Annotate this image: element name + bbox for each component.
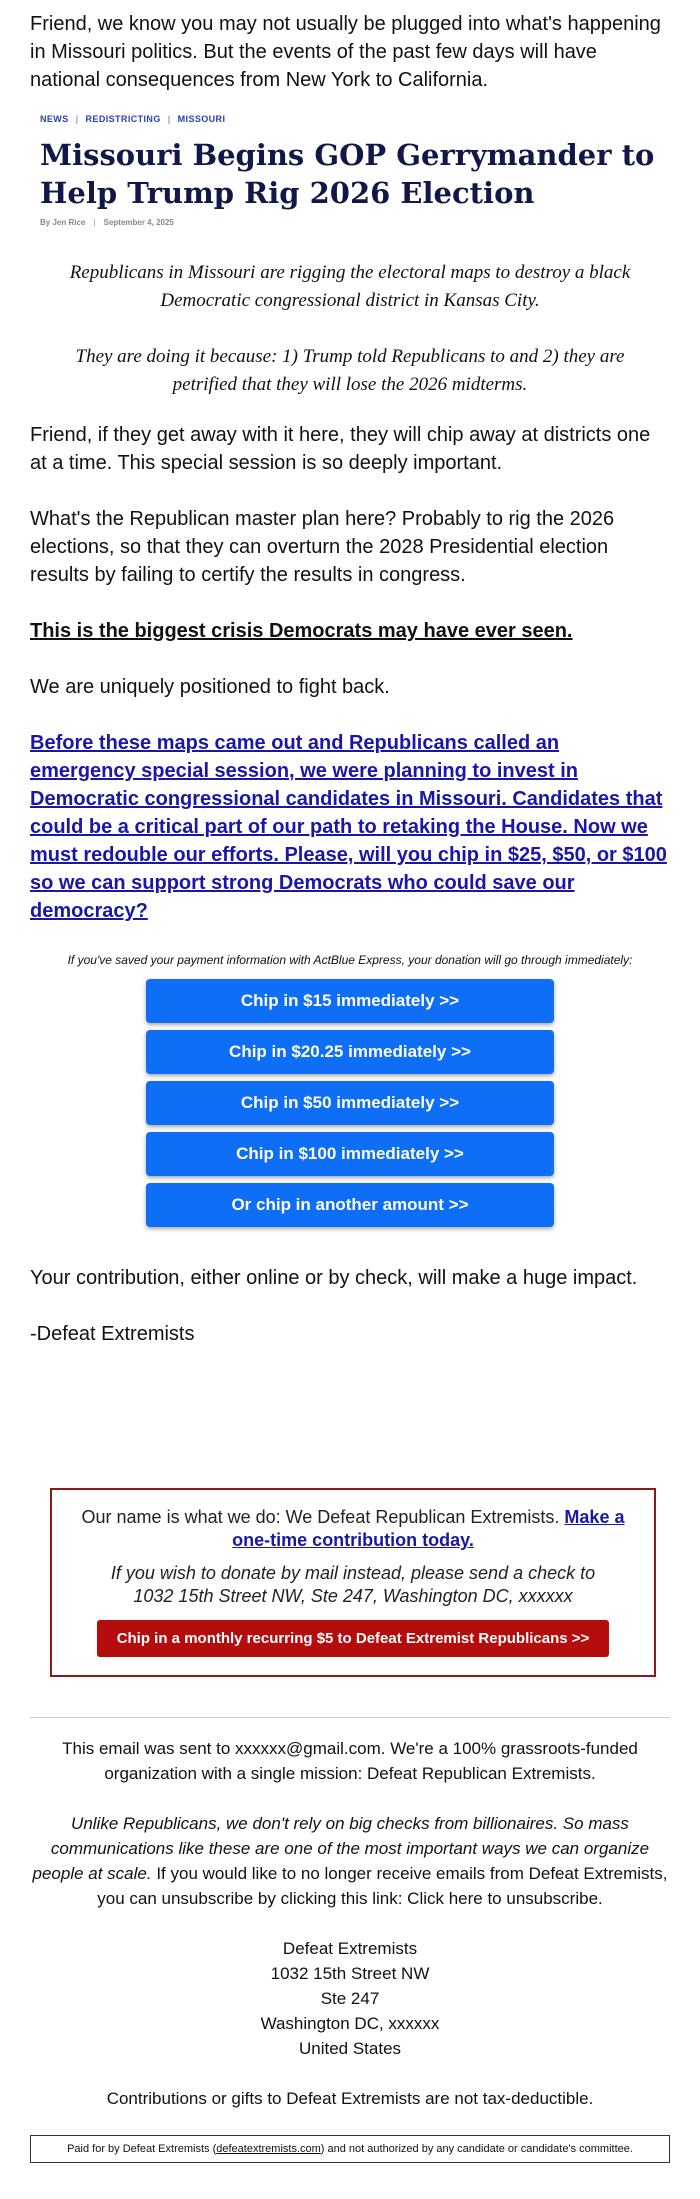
article-author: By Jen Rice bbox=[40, 218, 86, 227]
article-date: September 4, 2025 bbox=[103, 218, 174, 227]
article-card bbox=[30, 114, 670, 227]
website-link[interactable]: defeatextremists.com bbox=[216, 2143, 321, 2155]
address-line-2: 1032 15th Street NW bbox=[270, 1964, 430, 1983]
tag-redistricting[interactable]: REDISTRICTING bbox=[85, 114, 161, 124]
box-mission-line bbox=[70, 1506, 636, 1552]
article-tags: NEWS | REDISTRICTING | MISSOURI bbox=[40, 114, 226, 124]
tag-missouri[interactable]: MISSOURI bbox=[177, 114, 226, 124]
address-line-3: Ste 247 bbox=[320, 1989, 380, 2008]
article-headline: Missouri Begins GOP Gerrymander to Help Trump Rig 2026 Election bbox=[40, 138, 655, 210]
paid-suffix: ) and not authorized by any candidate or candidate's committee. bbox=[320, 2143, 633, 2155]
email-body bbox=[30, 0, 670, 2163]
footer-divider bbox=[30, 1717, 670, 1718]
paid-prefix: Paid for by Defeat Extremists ( bbox=[67, 2143, 217, 2155]
monthly-recurring-button[interactable]: Chip in a monthly recurring $5 to Defeat Extremist Republicans >> bbox=[97, 1620, 609, 1657]
address-line-4: Washington DC, xxxxxx bbox=[260, 2014, 440, 2033]
contribution-note: Your contribution, either online or by check, will make a huge impact. bbox=[30, 1267, 638, 1289]
intro-paragraph: Friend, we know you may not usually be plugged into what's happening in Missouri politics. But the events of the past few days will have national consequences from New York to California. bbox=[30, 13, 661, 91]
footer-address bbox=[30, 1936, 670, 2061]
footer-unlike-italic: Unlike Republicans, we don't rely on big checks from billionaires. So mass communications like these are one of the most important ways we can organize people at scale. bbox=[32, 1814, 650, 1883]
crisis-statement: This is the biggest crisis Democrats may have ever seen. bbox=[30, 620, 573, 642]
donate-50-button[interactable]: Chip in $50 immediately >> bbox=[146, 1081, 554, 1125]
body-paragraph-2: What's the Republican master plan here? Probably to rig the 2026 elections, so that they can overturn the 2028 Presidential election results by failing to certify the results in congress. bbox=[30, 508, 615, 586]
donate-button-list bbox=[30, 979, 670, 1234]
address-line-5: United States bbox=[298, 2039, 402, 2058]
address-line-1: Defeat Extremists bbox=[282, 1939, 418, 1958]
tax-note: Contributions or gifts to Defeat Extremists are not tax-deductible. bbox=[106, 2089, 594, 2108]
footer-unlike-paragraph bbox=[30, 1811, 670, 1911]
footer bbox=[30, 1736, 670, 2111]
mail-donation-note: If you wish to donate by mail instead, please send a check to 1032 15th Street NW, Ste 247, Washington DC, xxxxxx bbox=[110, 1563, 596, 1606]
quote-1: Republicans in Missouri are rigging the electoral maps to destroy a black Democratic congressional district in Kansas City. bbox=[69, 262, 631, 311]
donate-100-button[interactable]: Chip in $100 immediately >> bbox=[146, 1132, 554, 1176]
tag-news[interactable]: NEWS bbox=[40, 114, 69, 124]
donate-20-25-button[interactable]: Chip in $20.25 immediately >> bbox=[146, 1030, 554, 1074]
footer-unsubscribe-text[interactable]: If you would like to no longer receive emails from Defeat Extremists, you can unsubscribe by clicking this link: Click here to unsubscribe. bbox=[97, 1864, 668, 1908]
donate-other-amount-button[interactable]: Or chip in another amount >> bbox=[146, 1183, 554, 1227]
quote-2: They are doing it because: 1) Trump told Republicans to and 2) they are petrified that they will lose the 2026 midterms. bbox=[75, 346, 625, 395]
donation-box bbox=[50, 1488, 656, 1677]
box-name-text: Our name is what we do: We Defeat Republican Extremists. bbox=[81, 1507, 560, 1527]
article-byline: By Jen Rice | September 4, 2025 bbox=[40, 218, 174, 227]
paid-for-box bbox=[30, 2135, 670, 2163]
footer-sent-note: This email was sent to xxxxxx@gmail.com. We're a 100% grassroots-funded organization with a single mission: Defeat Republican Extremists. bbox=[62, 1739, 638, 1783]
signoff: -Defeat Extremists bbox=[30, 1323, 195, 1345]
one-time-contribution-link[interactable]: Make a one-time contribution today. bbox=[232, 1507, 625, 1550]
body-paragraph-1: Friend, if they get away with it here, they will chip away at districts one at a time. This special session is so deeply important. bbox=[30, 424, 651, 474]
uniquely-positioned: We are uniquely positioned to fight back. bbox=[30, 676, 390, 698]
actblue-note: If you've saved your payment information with ActBlue Express, your donation will go through immediately: bbox=[67, 953, 633, 967]
donate-appeal-link[interactable]: Before these maps came out and Republicans called an emergency special session, we were planning to invest in Democratic congressional candidates in Missouri. Candidates that could be a critical part of our path to retaking the House. Now we must redouble our efforts. Please, will you chip in $25, $50, or $100 so we can support strong Democrats who could save our democracy? bbox=[30, 732, 667, 922]
donate-15-button[interactable]: Chip in $15 immediately >> bbox=[146, 979, 554, 1023]
